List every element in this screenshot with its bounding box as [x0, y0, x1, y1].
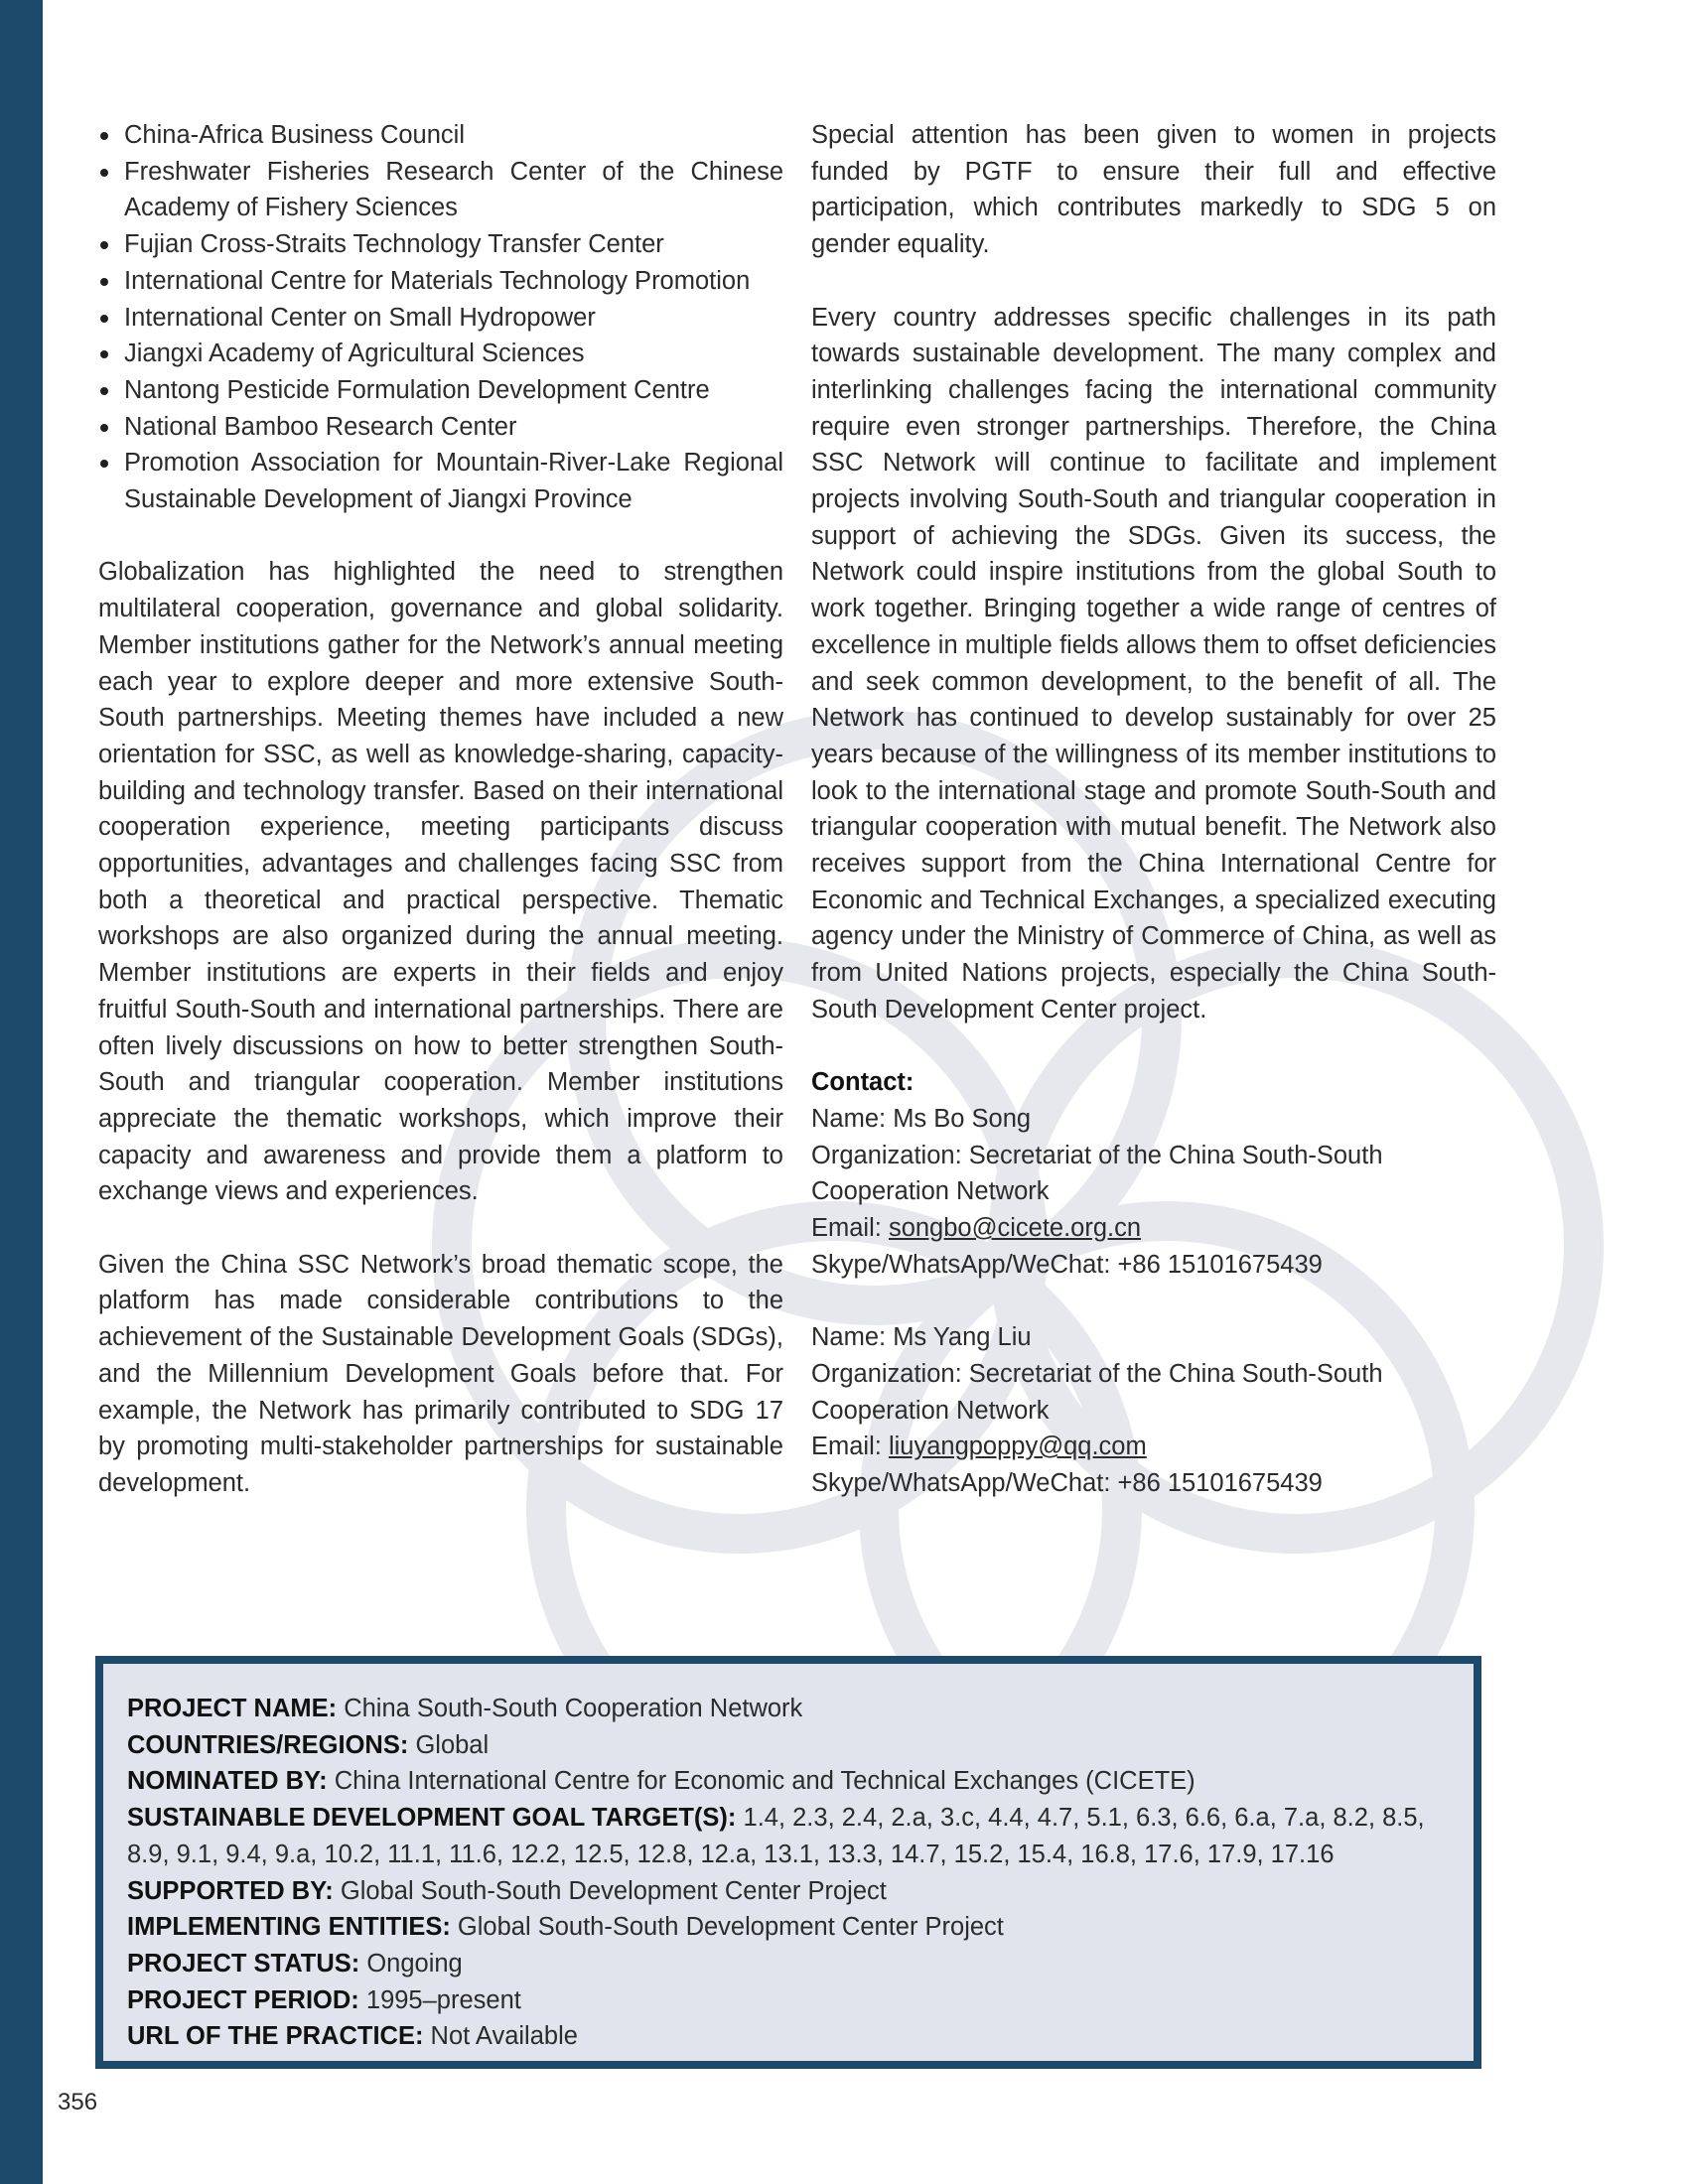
contact-organization: Organization: Secretariat of the China South-South Cooperation Network — [811, 1359, 1383, 1425]
list-item: National Bamboo Research Center — [98, 409, 783, 446]
contact-block-1 — [811, 1064, 1496, 1283]
contact-block-2 — [811, 1319, 1496, 1502]
email-label: Email: — [811, 1433, 889, 1461]
contact-name: Name: Ms Yang Liu — [811, 1323, 1032, 1352]
left-column — [98, 117, 783, 1538]
field-label: COUNTRIES/REGIONS: — [127, 1730, 409, 1759]
contact-phone: Skype/WhatsApp/WeChat: +86 15101675439 — [811, 1468, 1323, 1497]
right-column — [811, 117, 1496, 1538]
email-link[interactable]: songbo@cicete.org.cn — [888, 1214, 1142, 1243]
contact-name: Name: Ms Bo Song — [811, 1104, 1032, 1133]
project-period-row — [127, 1982, 1450, 2019]
list-item: Fujian Cross-Straits Technology Transfer Center — [98, 226, 783, 263]
contact-heading: Contact: — [811, 1068, 914, 1097]
email-link[interactable]: liuyangpoppy@qq.com — [888, 1433, 1147, 1461]
contact-organization: Organization: Secretariat of the China South-South Cooperation Network — [811, 1141, 1383, 1206]
field-label: IMPLEMENTING ENTITIES: — [127, 1913, 451, 1942]
list-item: Promotion Association for Mountain-River-Lake Regional Sustainable Development of Jiangxi Province — [98, 445, 783, 517]
member-institutions-list — [98, 117, 783, 518]
field-value: Global — [408, 1730, 490, 1759]
field-label: PROJECT STATUS: — [127, 1949, 360, 1978]
list-item: China-Africa Business Council — [98, 117, 783, 154]
paragraph-globalization: Globalization has highlighted the need to strengthen multilateral cooperation, governance and global solidarity. Member institutions gather for the Network’s annual meeting each year to explore deeper and more extensive South-South partnerships. Meeting themes have included a new orientation for SSC, as well as knowledge-sharing, capacity-building and technology transfer. Based on their international cooperation experience, meeting participants discuss opportunities, advantages and challenges facing SSC from both a theoretical and practical perspective. Thematic workshops are also organized during the annual meeting. Member institutions are experts in their fields and enjoy fruitful South-South and international partnerships. There are often lively discussions on how to better strengthen South-South and triangular cooperation. Member institutions appreciate the thematic workshops, which improve their capacity and awareness and provide them a platform to exchange views and experiences. — [98, 558, 783, 1206]
field-value: Ongoing — [359, 1949, 463, 1978]
contact-email-line — [811, 1429, 1496, 1465]
field-label: NOMINATED BY: — [127, 1767, 328, 1796]
project-status-row — [127, 1946, 1450, 1982]
field-value: 1.4, 2.3, 2.4, 2.a, 3.c, 4.4, 4.7, 5.1, 6.3, 6.6, 6.a, 7.a, 8.2, 8.5, 8.9, 9.1, 9.4, 9.a, 10.2, 11.1, 11.6, 12.2, 12.5, 12.8, 12.a, 13.1, 13.3, 14.7, 15.2, 15.4, 16.8, 17.6, 17.9, 17.16 — [127, 1804, 1425, 1868]
field-label: SUPPORTED BY: — [127, 1876, 334, 1905]
list-item: Nantong Pesticide Formulation Development Centre — [98, 372, 783, 409]
contact-phone: Skype/WhatsApp/WeChat: +86 15101675439 — [811, 1250, 1323, 1279]
nominated-by-row — [127, 1763, 1450, 1800]
supported-by-row — [127, 1873, 1450, 1910]
list-item: Jiangxi Academy of Agricultural Sciences — [98, 336, 783, 372]
list-item: International Centre for Materials Technology Promotion — [98, 263, 783, 300]
field-value: China South-South Cooperation Network — [337, 1695, 803, 1722]
field-value: Global South-South Development Center Project — [450, 1913, 1004, 1942]
contact-email-line — [811, 1210, 1496, 1247]
paragraph-challenges: Every country addresses specific challenges in its path towards sustainable development. The many complex and interlinking challenges facing the international community require even stronger partnerships. Therefore, the China SSC Network will continue to facilitate and implement projects involving South-South and triangular cooperation in support of achieving the SDGs. Given its success, the Network could inspire institutions from the global South to work together. Bringing together a wide range of centres of excellence in multiple fields allows them to offset deficiencies and seek common development, to the benefit of all. The Network has continued to develop sustainably for over 25 years because of the willingness of its member institutions to look to the international stage and promote South-South and triangular cooperation with mutual benefit. The Network also receives support from the China International Centre for Economic and Technical Exchanges, a specialized executing agency under the Ministry of Commerce of China, as well as from United Nations projects, especially the China South-South Development Center project. — [811, 303, 1496, 1024]
project-info-box — [95, 1656, 1481, 2069]
field-value: Not Available — [423, 2022, 578, 2051]
field-value: 1995–present — [358, 1985, 521, 2014]
implementing-entities-row — [127, 1909, 1450, 1946]
paragraph-thematic-scope: Given the China SSC Network’s broad thematic scope, the platform has made considerable contributions to the achievement of the Sustainable Development Goals (SDGs), and the Millennium Development Goals before that. For example, the Network has primarily contributed to SDG 17 by promoting multi-stakeholder partnerships for sustainable development. — [98, 1250, 783, 1497]
countries-row — [127, 1727, 1450, 1764]
project-name-row — [127, 1691, 1450, 1727]
field-label: SUSTAINABLE DEVELOPMENT GOAL TARGET(S): — [127, 1804, 737, 1833]
field-label: PROJECT PERIOD: — [127, 1985, 359, 2014]
practice-url-row — [127, 2018, 1450, 2055]
field-value: China International Centre for Economic and Technical Exchanges (CICETE) — [327, 1767, 1196, 1796]
field-label: PROJECT NAME: — [127, 1695, 338, 1722]
field-label: URL OF THE PRACTICE: — [127, 2022, 424, 2051]
list-item: Freshwater Fisheries Research Center of the Chinese Academy of Fishery Sciences — [98, 154, 783, 226]
list-item: International Center on Small Hydropower — [98, 300, 783, 337]
sdg-targets-row — [127, 1800, 1450, 1872]
page-number: 356 — [58, 2089, 98, 2116]
email-label: Email: — [811, 1214, 889, 1243]
paragraph-women: Special attention has been given to women in projects funded by PGTF to ensure their full and effective participation, which contributes markedly to SDG 5 on gender equality. — [811, 121, 1496, 259]
field-value: Global South-South Development Center Project — [333, 1876, 887, 1905]
